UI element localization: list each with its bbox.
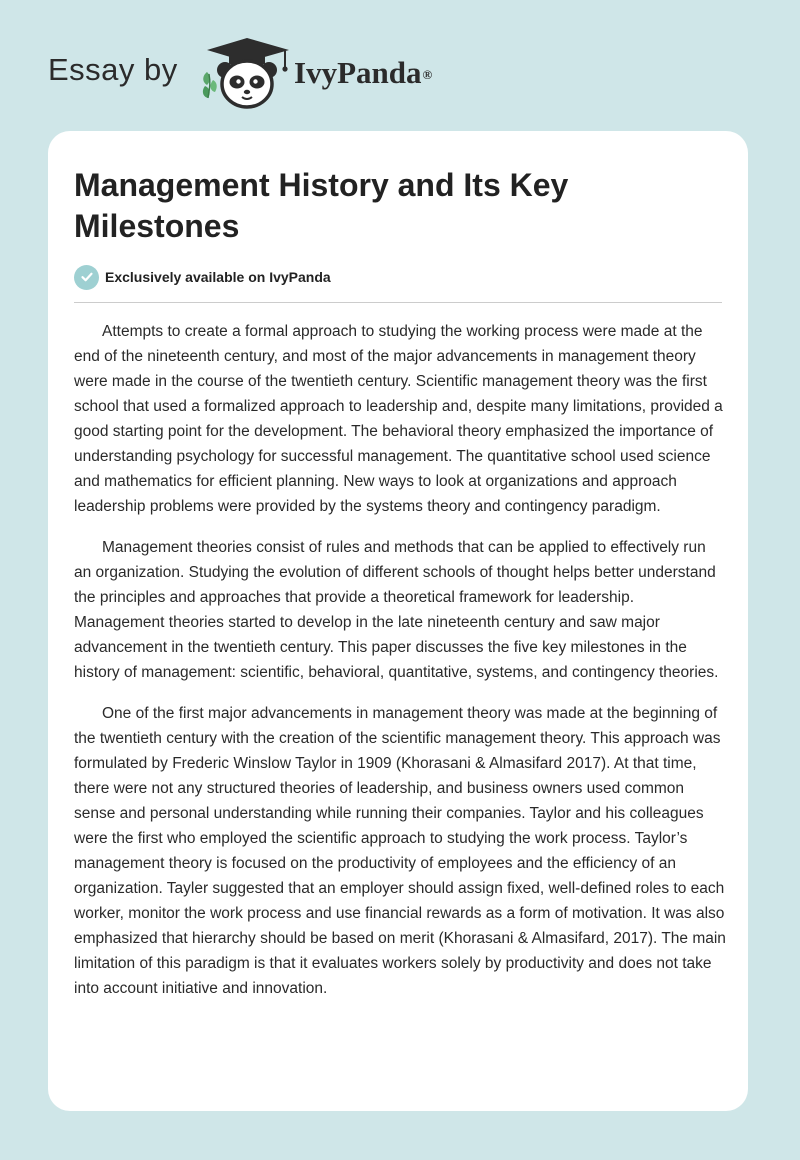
site-header [0, 0, 800, 130]
panda-graduation-cap-icon[interactable] [201, 36, 293, 110]
brand-name[interactable] [294, 55, 432, 91]
page-title: Management History and Its Key Milestones [74, 167, 569, 244]
divider [74, 302, 722, 303]
brand-label: IvyPanda [294, 55, 422, 90]
exclusive-badge [74, 264, 331, 290]
paragraph-2: Management theories consist of rules and methods that can be applied to effectively run an organization. Studying the evolution of different schools of thought helps better understand the principles and approaches that provide a theoretical framework for leadership. Management theories started to develop in the late nineteenth century and saw major advancement in the twentieth century. This paper discusses the five key milestones in the history of management: scientific, behavioral, quantitative, systems, and contingency theories. [74, 539, 719, 681]
paragraph-3: One of the first major advancements in management theory was made at the beginning of the twentieth century with the creation of the scientific management theory. This approach was formulated by Frederic Winslow Taylor in 1909 (Khorasani & Almasifard 2017). At that time, there were not any structured theories of leadership, and business owners used common sense and personal understanding while running their companies. Taylor and his colleagues were the first who employed the scientific approach to studying the work process. Taylor’s management theory is focused on the productivity of employees and the efficiency of an organization. Tayler suggested that an employer should assign fixed, well-defined roles to each worker, monitor the work process and use financial rewards as a form of motivation. It was also emphasized that hierarchy should be based on merit (Khorasani & Almasifard, 2017). The main limitation of this paradigm is that it evaluates workers solely by productivity and does not take into account initiative and innovation. [74, 705, 726, 997]
checkmark-icon [74, 265, 99, 290]
essay-by-label: Essay by [48, 52, 178, 87]
essay-body [74, 319, 726, 1017]
registered-mark: ® [422, 67, 433, 82]
essay-card [48, 131, 748, 1111]
badge-label: Exclusively available on IvyPanda [105, 269, 331, 285]
paragraph-1: Attempts to create a formal approach to studying the working process were made at the end of the nineteenth century, and most of the major advancements in management theory were made in the course of the twentieth century. Scientific management theory was the first school that used a formalized approach to leadership and, despite many limitations, provided a good starting point for the development. The behavioral theory emphasized the importance of understanding psychology for successful management. The quantitative school used science and mathematics for efficient planning. New ways to look at organizations and approach leadership problems were provided by the systems theory and contingency paradigm. [74, 323, 723, 515]
